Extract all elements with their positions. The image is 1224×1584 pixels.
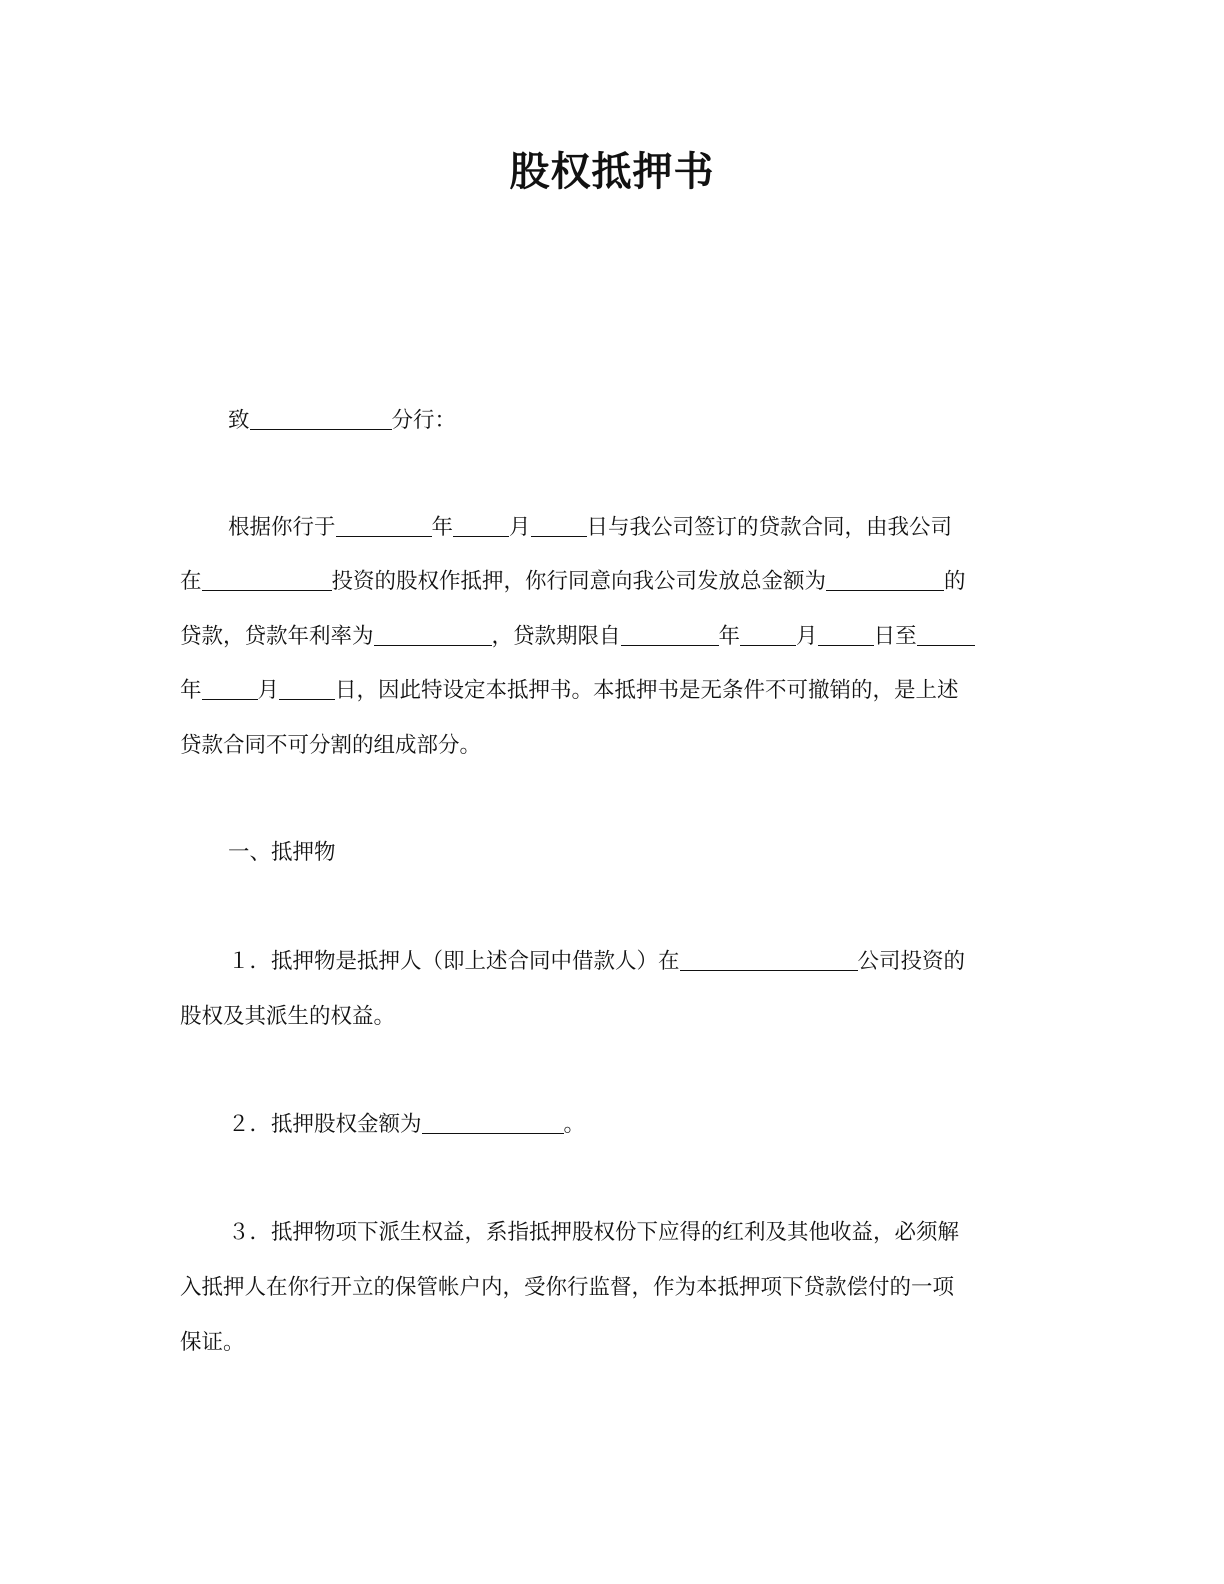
section-1-item-3-line-2: 入抵押人在你行开立的保管帐户内，受你行监督，作为本抵押项下贷款偿付的一项 [180,1275,955,1300]
term-start-month-blank[interactable] [740,623,796,646]
section-1-item-3-line-3: 保证。 [180,1330,245,1355]
section-1-item-2: ２．抵押股权金额为 。 [228,1112,586,1137]
loan-total-amount-blank[interactable] [826,568,944,591]
intro-line-3: 贷款，贷款年利率为 ，贷款期限自 年 月 日至 [180,622,1040,652]
term-end-year-blank[interactable] [917,623,975,646]
invested-company-blank[interactable] [202,568,332,591]
salutation [228,406,1088,436]
contract-year-blank[interactable] [336,514,432,537]
branch-name-blank[interactable] [250,407,392,430]
intro-line-4: 年 月 日，因此特设定本抵押书。本抵押书是无条件不可撤销的，是上述 [180,678,959,703]
pledged-company-blank[interactable] [680,948,858,971]
section-1-item-1-cont: 股权及其派生的权益。 [180,1004,396,1029]
salutation-suffix: 分行： [391,408,457,433]
intro-line-2: 在 投资的股权作抵押，你行同意向我公司发放总金额为 的 [180,569,966,594]
contract-month-blank[interactable] [453,514,509,537]
term-end-month-blank[interactable] [202,677,258,700]
annual-interest-rate-blank[interactable] [374,623,492,646]
document-title: 股权抵押书 [509,149,715,195]
salutation-prefix: 致 [228,408,250,433]
section-1-item-1: １．抵押物是抵押人（即上述合同中借款人）在 公司投资的 [228,949,966,974]
term-end-day-blank[interactable] [279,677,335,700]
pledged-equity-amount-blank[interactable] [422,1111,564,1134]
intro-line-5: 贷款合同不可分割的组成部分。 [180,733,482,758]
contract-day-blank[interactable] [531,514,587,537]
section-1-heading: 一、抵押物 [228,840,336,865]
intro-line-1: 根据你行于 年 月 日与我公司签订的贷款合同，由我公司 [228,515,953,540]
term-start-year-blank[interactable] [621,623,719,646]
term-start-day-blank[interactable] [818,623,874,646]
section-1-item-3-line-1: ３．抵押物项下派生权益，系指抵押股权份下应得的红利及其他收益，必须解 [228,1220,960,1245]
